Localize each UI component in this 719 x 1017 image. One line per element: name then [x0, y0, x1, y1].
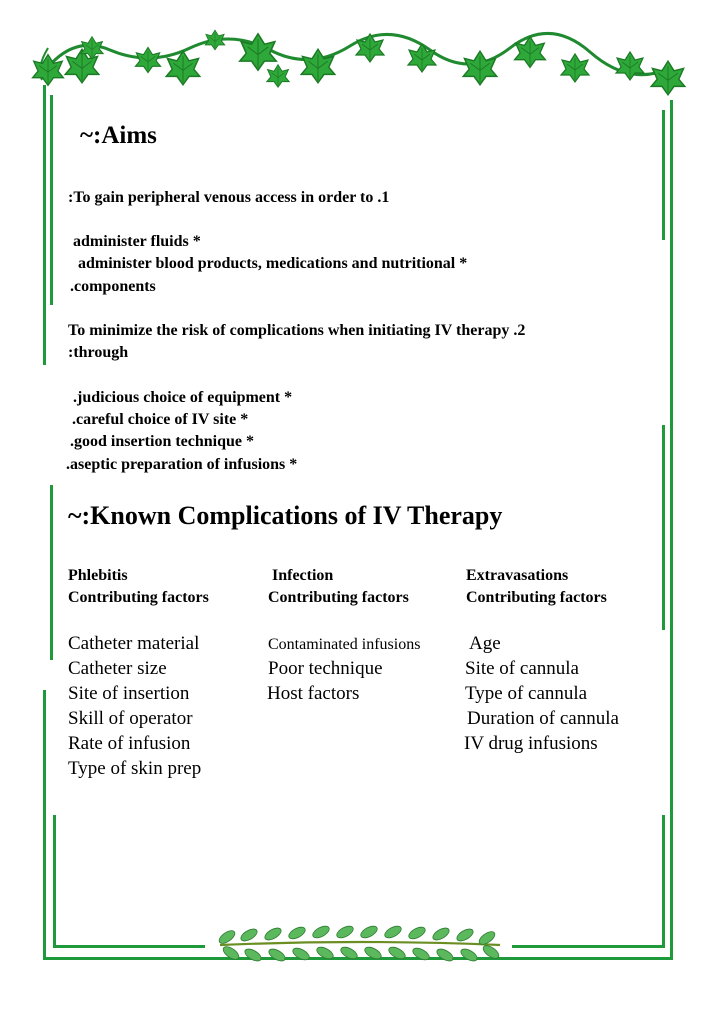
column-subtitle-infection: Contributing factors — [268, 589, 409, 606]
phlebitis-factor: Catheter size — [68, 658, 167, 679]
column-title-extravasations: Extravasations — [466, 567, 569, 584]
column-subtitle-extravasations: Contributing factors — [466, 589, 607, 606]
infection-factor: Poor technique — [268, 658, 383, 679]
phlebitis-factor: Rate of infusion — [68, 733, 191, 754]
aims-bullet: administer blood products, medications and nutritional * — [78, 255, 468, 272]
frame-left-upper-inner — [50, 95, 53, 305]
frame-bottom-inner-left — [53, 945, 205, 948]
aims-item1-intro: :To gain peripheral venous access in order to .1 — [68, 189, 390, 206]
column-title-phlebitis: Phlebitis — [68, 567, 128, 584]
aims-bullet: .aseptic preparation of infusions * — [66, 456, 298, 473]
aims-heading: ~:Aims — [80, 122, 157, 149]
frame-right-outer — [670, 100, 673, 960]
aims-item2-intro: To minimize the risk of complications when initiating IV therapy .2 — [68, 322, 526, 339]
frame-right-top — [662, 110, 665, 240]
phlebitis-factor: Skill of operator — [68, 708, 193, 729]
frame-right-mid — [662, 425, 665, 630]
extravasation-factor: Age — [469, 633, 501, 654]
frame-left-lower-inner — [50, 485, 53, 660]
phlebitis-factor: Type of skin prep — [68, 758, 202, 779]
aims-bullet: .careful choice of IV site * — [72, 411, 249, 428]
infection-factor: Contaminated infusions — [268, 636, 421, 653]
aims-bullet: .judicious choice of equipment * — [73, 389, 293, 406]
extravasation-factor: Type of cannula — [465, 683, 588, 704]
phlebitis-factor: Catheter material — [68, 633, 200, 654]
aims-item2-intro-cont: :through — [68, 344, 129, 361]
extravasation-factor: Duration of cannula — [467, 708, 619, 729]
frame-bottom-inner-right — [512, 945, 665, 948]
leafy-branch-icon — [215, 925, 505, 967]
column-title-infection: Infection — [272, 567, 334, 584]
aims-bullet: administer fluids * — [73, 233, 201, 250]
extravasation-factor: IV drug infusions — [464, 733, 598, 754]
frame-left-bottom-inner — [53, 815, 56, 945]
infection-factor: Host factors — [267, 683, 360, 704]
frame-left-top — [43, 85, 46, 365]
phlebitis-factor: Site of insertion — [68, 683, 190, 704]
aims-bullet: .good insertion technique * — [70, 433, 255, 450]
ivy-vine-icon — [30, 28, 690, 98]
column-subtitle-phlebitis: Contributing factors — [68, 589, 209, 606]
complications-heading: ~:Known Complications of IV Therapy — [68, 501, 503, 530]
frame-left-bottom — [43, 690, 46, 960]
aims-bullet: .components — [70, 278, 156, 295]
frame-right-bottom — [662, 815, 665, 945]
extravasation-factor: Site of cannula — [465, 658, 579, 679]
